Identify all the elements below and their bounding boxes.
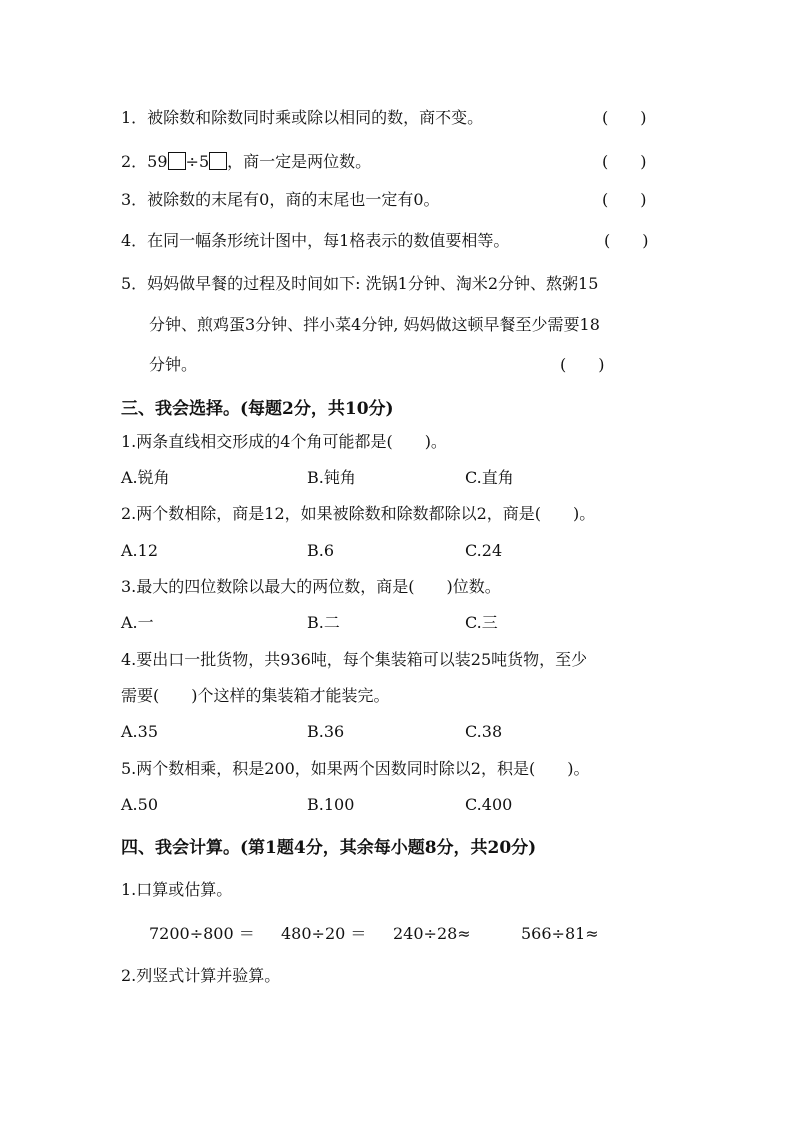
choice-5-option-b[interactable]: B.100 — [307, 795, 355, 814]
blank-box[interactable] — [168, 152, 186, 170]
choice-1-option-c[interactable]: C.直角 — [465, 468, 514, 487]
judge-answer-paren-4[interactable]: ( ) — [604, 231, 649, 250]
choice-question-4-line-2: 需要( )个这样的集装箱才能装完。 — [121, 686, 390, 705]
choice-3-option-b[interactable]: B.二 — [307, 613, 340, 632]
judge-item-2-prefix: 2．59 — [121, 152, 168, 171]
section-header-calc: 四、我会计算。(第1题4分，其余每小题8分，共20分) — [121, 838, 537, 858]
choice-5-option-c[interactable]: C.400 — [465, 795, 513, 814]
judge-item-4: 4．在同一幅条形统计图中，每1格表示的数值要相等。 — [121, 231, 510, 250]
choice-question-5: 5.两个数相乘，积是200，如果两个因数同时除以2，积是( )。 — [121, 759, 590, 778]
judge-item-2-suffix: ，商一定是两位数。 — [227, 152, 372, 171]
choice-5-option-a[interactable]: A.50 — [121, 795, 158, 814]
calc-item-1: 7200÷800 ＝ — [149, 924, 255, 943]
calc-item-2: 480÷20 ＝ — [281, 924, 367, 943]
choice-2-option-a[interactable]: A.12 — [121, 541, 158, 560]
judge-answer-paren-5[interactable]: ( ) — [560, 355, 605, 374]
choice-2-option-b[interactable]: B.6 — [307, 541, 335, 560]
choice-4-option-c[interactable]: C.38 — [465, 722, 503, 741]
choice-1-option-a[interactable]: A.锐角 — [121, 468, 170, 487]
judge-answer-paren-3[interactable]: ( ) — [602, 190, 647, 209]
calc-sub-1: 1.口算或估算。 — [121, 880, 233, 899]
choice-4-option-b[interactable]: B.36 — [307, 722, 345, 741]
judge-item-2-mid: ÷5 — [185, 152, 210, 171]
judge-item-5-line-3: 分钟。 — [149, 355, 198, 374]
judge-answer-paren-2[interactable]: ( ) — [602, 152, 647, 171]
section-header-choice: 三、我会选择。(每题2分，共10分) — [121, 399, 394, 419]
judge-item-2 — [121, 152, 371, 172]
choice-1-option-b[interactable]: B.钝角 — [307, 468, 356, 487]
calc-item-4: 566÷81≈ — [521, 924, 599, 943]
judge-item-5-line-1: 5．妈妈做早餐的过程及时间如下: 洗锅1分钟、淘米2分钟、熬粥15 — [121, 274, 599, 293]
choice-3-option-c[interactable]: C.三 — [465, 613, 498, 632]
choice-question-4-line-1: 4.要出口一批货物，共936吨，每个集装箱可以装25吨货物，至少 — [121, 650, 588, 669]
choice-2-option-c[interactable]: C.24 — [465, 541, 503, 560]
judge-item-5-line-2: 分钟、煎鸡蛋3分钟、拌小菜4分钟, 妈妈做这顿早餐至少需要18 — [149, 315, 600, 334]
judge-item-1: 1．被除数和除数同时乘或除以相同的数，商不变。 — [121, 108, 484, 127]
choice-question-3: 3.最大的四位数除以最大的两位数，商是( )位数。 — [121, 577, 501, 596]
calc-sub-2: 2.列竖式计算并验算。 — [121, 966, 281, 985]
choice-3-option-a[interactable]: A.一 — [121, 613, 154, 632]
judge-answer-paren-1[interactable]: ( ) — [602, 108, 647, 127]
judge-item-3: 3．被除数的末尾有0，商的末尾也一定有0。 — [121, 190, 440, 209]
choice-question-1: 1.两条直线相交形成的4个角可能都是( )。 — [121, 432, 447, 451]
choice-4-option-a[interactable]: A.35 — [121, 722, 158, 741]
calc-item-3: 240÷28≈ — [393, 924, 471, 943]
choice-question-2: 2.两个数相除，商是12，如果被除数和除数都除以2，商是( )。 — [121, 504, 596, 523]
blank-box[interactable] — [209, 152, 227, 170]
